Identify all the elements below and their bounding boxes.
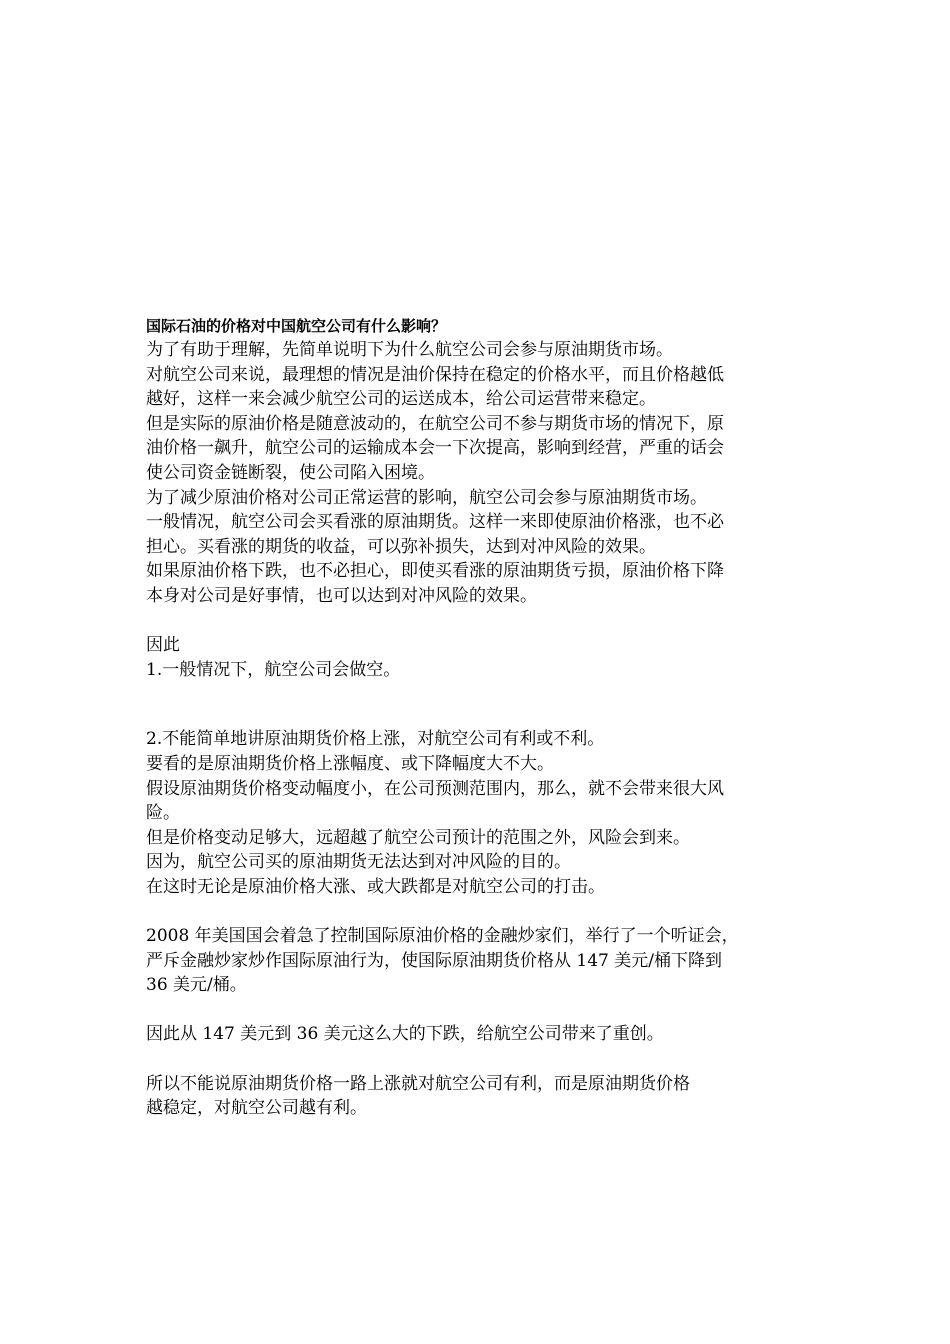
text-line: 因为，航空公司买的原油期货无法达到对冲风险的目的。 [146,852,571,873]
text-line: 因此 [146,635,180,656]
text-line: 为了减少原油价格对公司正常运营的影响，航空公司会参与原油期货市场。 [146,487,707,508]
conclusion-intro [146,633,800,682]
text-line: 一般情况，航空公司会买看涨的原油期货。这样一来即使原油价格涨，也不必 [146,512,724,533]
text-line: 要看的是原油期货价格上涨幅度、或下降幅度大不大。 [146,753,554,774]
intro-paragraphs [146,338,800,609]
point-two-paragraphs [146,727,800,899]
text-line: 2.不能简单地讲原油期货价格上涨，对航空公司有利或不利。 [146,729,605,750]
text-line: 但是价格变动足够大，远超越了航空公司预计的范围之外，风险会到来。 [146,827,690,848]
text-line: 油价格一飙升，航空公司的运输成本会一下次提高，影响到经营，严重的话会 [146,438,724,459]
blank-line [146,899,800,924]
text-line: 所以不能说原油期货价格一路上涨就对航空公司有利，而是原油期货价格 [146,1073,690,1094]
text-line: 36 美元/桶。 [146,975,247,996]
text-line: 本身对公司是好事情，也可以达到对冲风险的效果。 [146,585,537,606]
text-line: 2008 年美国国会着急了控制国际原油价格的金融炒家们，举行了一个听证会， [146,926,739,947]
text-line: 如果原油价格下跌，也不必担心，即使买看涨的原油期货亏损，原油价格下降 [146,561,724,582]
text-line: 使公司资金链断裂，使公司陷入困境。 [146,462,435,483]
text-line: 但是实际的原油价格是随意波动的，在航空公司不参与期货市场的情况下，原 [146,413,724,434]
impact-paragraph [146,1022,800,1047]
text-line: 因此从 147 美元到 36 美元这么大的下跌，给航空公司带来了重创。 [146,1024,664,1045]
text-line: 假设原油期货价格变动幅度小，在公司预测范围内，那么，就不会带来很大风 [146,778,724,799]
blank-line [146,1047,800,1072]
text-line: 1.一般情况下，航空公司会做空。 [146,659,401,680]
text-line: 险。 [146,803,180,824]
text-line: 越稳定，对航空公司越有利。 [146,1098,367,1119]
text-line: 越好，这样一来会减少航空公司的运送成本，给公司运营带来稳定。 [146,389,656,410]
text-line: 在这时无论是原油价格大涨、或大跌都是对航空公司的打击。 [146,876,605,897]
text-line: 为了有助于理解，先简单说明下为什么航空公司会参与原油期货市场。 [146,340,673,360]
text-line: 对航空公司来说，最理想的情况是油价保持在稳定的价格水平，而且价格越低 [146,364,724,385]
history-paragraph [146,924,800,998]
final-paragraph [146,1072,800,1121]
blank-line [146,682,800,727]
text-line: 严斥金融炒家炒作国际原油行为，使国际原油期货价格从 147 美元/桶下降到 [146,950,722,971]
blank-line [146,609,800,634]
blank-line [146,998,800,1023]
document-title: 国际石油的价格对中国航空公司有什么影响？ [146,317,447,335]
text-line: 担心。买看涨的期货的收益，可以弥补损失，达到对冲风险的效果。 [146,536,656,557]
document-page [146,314,800,1121]
